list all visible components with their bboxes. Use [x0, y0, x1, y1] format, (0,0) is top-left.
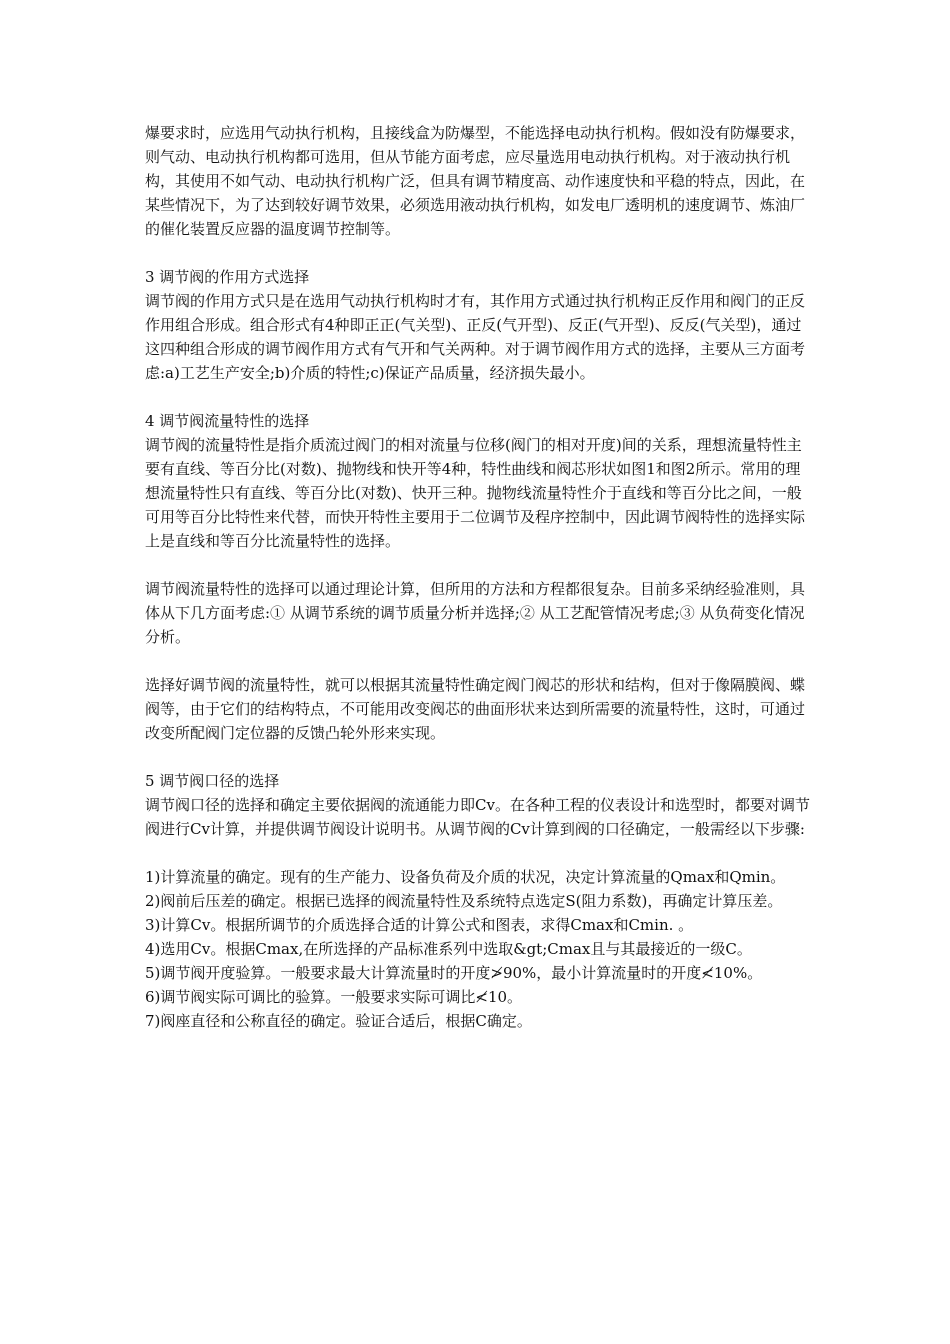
- section-5-heading: 5 调节阀口径的选择: [145, 772, 280, 790]
- step-item: 4)选用Cv。根据Cmax,在所选择的产品标准系列中选取&gt;Cmax且与其最接近的一级C。: [145, 940, 752, 958]
- paragraph-gap: [145, 553, 813, 577]
- document-page: [145, 121, 813, 1033]
- step-item: 2)阀前后压差的确定。根据已选择的阀流量特性及系统特点选定S(阻力系数)，再确定计算压差。: [145, 892, 783, 910]
- step-item: 6)调节阀实际可调比的验算。一般要求实际可调比≮10。: [145, 988, 523, 1006]
- section-4-heading: 4 调节阀流量特性的选择: [145, 412, 310, 430]
- paragraph-gap: [145, 385, 813, 409]
- paragraph-gap: [145, 241, 813, 265]
- intro-paragraph: 爆要求时，应选用气动执行机构，且接线盒为防爆型，不能选择电动执行机构。假如没有防爆要求，则气动、电动执行机构都可选用，但从节能方面考虑，应尽量选用电动执行机构。对于液动执行机构，其使用不如气动、电动执行机构广泛，但具有调节精度高、动作速度快和平稳的特点，因此，在某些情况下，为了达到较好调节效果，必须选用液动执行机构，如发电厂透明机的速度调节、炼油厂的催化装置反应器的温度调节控制等。: [145, 124, 806, 238]
- step-item: 1)计算流量的确定。现有的生产能力、设备负荷及介质的状况，决定计算流量的Qmax和Qmin。: [145, 868, 786, 886]
- steps-list: [145, 865, 813, 1033]
- paragraph-gap: [145, 649, 813, 673]
- section-3-paragraph: 调节阀的作用方式只是在选用气动执行机构时才有，其作用方式通过执行机构正反作用和阀门的正反作用组合形成。组合形式有4种即正正(气关型)、正反(气开型)、反正(气开型)、反反(气关型)，通过这四种组合形成的调节阀作用方式有气开和气关两种。对于调节阀作用方式的选择，主要从三方面考虑:a)工艺生产安全;b)介质的特性;c)保证产品质量，经济损失最小。: [145, 292, 806, 382]
- section-4-paragraph-3: 选择好调节阀的流量特性，就可以根据其流量特性确定阀门阀芯的形状和结构，但对于像隔膜阀、蝶阀等，由于它们的结构特点，不可能用改变阀芯的曲面形状来达到所需要的流量特性，这时，可通过改变所配阀门定位器的反馈凸轮外形来实现。: [145, 676, 806, 742]
- section-4-paragraph-2: 调节阀流量特性的选择可以通过理论计算，但所用的方法和方程都很复杂。目前多采纳经验准则，具体从下几方面考虑:① 从调节系统的调节质量分析并选择;② 从工艺配管情况考虑;③ 从负荷变化情况分析。: [145, 580, 806, 646]
- paragraph-gap: [145, 745, 813, 769]
- step-item: 3)计算Cv。根据所调节的介质选择合适的计算公式和图表，求得Cmax和Cmin. 。: [145, 916, 694, 934]
- section-3-heading: 3 调节阀的作用方式选择: [145, 268, 310, 286]
- step-item: 7)阀座直径和公称直径的确定。验证合适后，根据C确定。: [145, 1012, 532, 1030]
- step-item: 5)调节阀开度验算。一般要求最大计算流量时的开度≯90%，最小计算流量时的开度≮10%。: [145, 964, 763, 982]
- section-5-paragraph: 调节阀口径的选择和确定主要依据阀的流通能力即Cv。在各种工程的仪表设计和选型时，都要对调节阀进行Cv计算，并提供调节阀设计说明书。从调节阀的Cv计算到阀的口径确定，一般需经以下步骤:: [145, 796, 810, 838]
- section-4-paragraph-1: 调节阀的流量特性是指介质流过阀门的相对流量与位移(阀门的相对开度)间的关系，理想流量特性主要有直线、等百分比(对数)、抛物线和快开等4种，特性曲线和阀芯形状如图1和图2所示。常用的理想流量特性只有直线、等百分比(对数)、快开三种。抛物线流量特性介于直线和等百分比之间，一般可用等百分比特性来代替，而快开特性主要用于二位调节及程序控制中，因此调节阀特性的选择实际上是直线和等百分比流量特性的选择。: [145, 436, 806, 550]
- paragraph-gap: [145, 841, 813, 865]
